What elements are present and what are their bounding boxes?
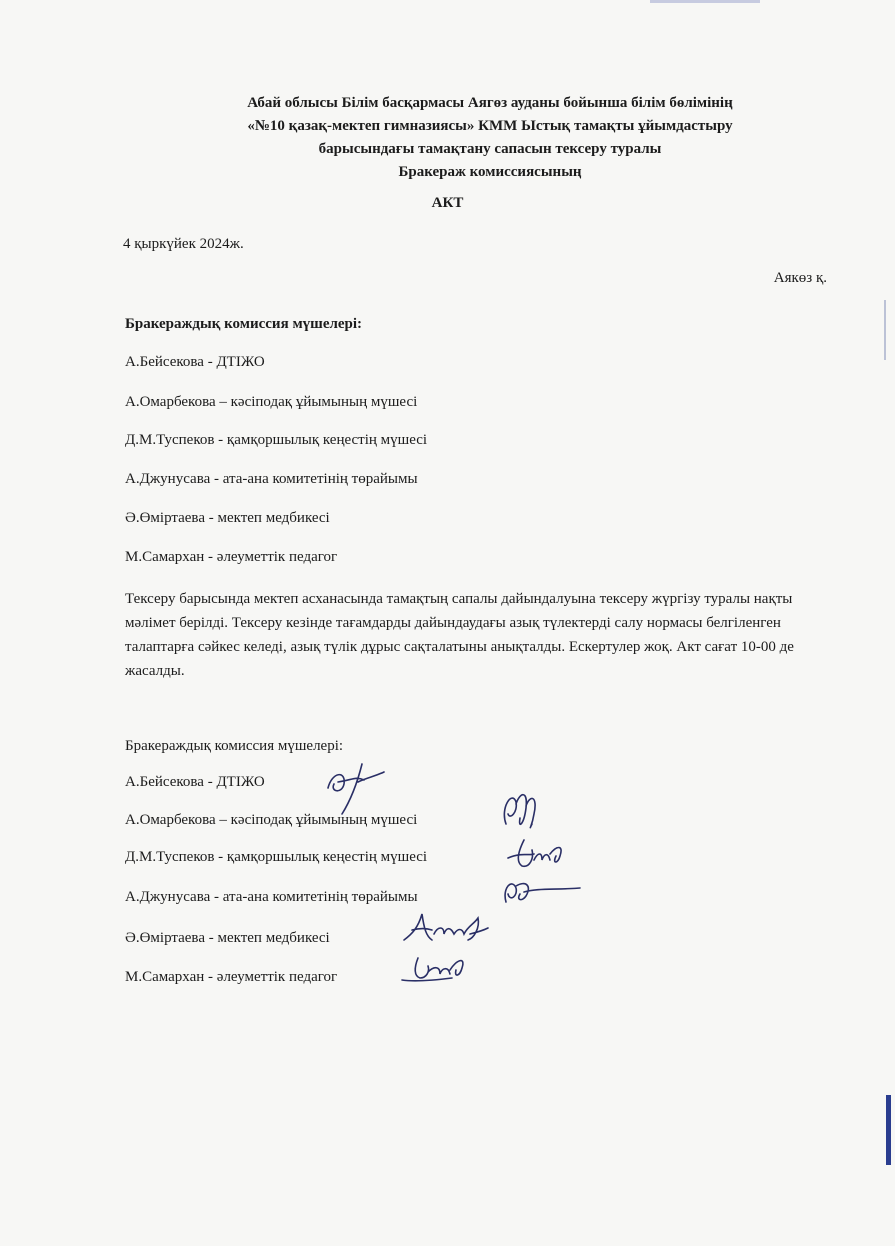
document-header	[150, 92, 830, 184]
signatory-line: Д.М.Туспеков - қамқоршылық кеңестің мүшесі	[125, 849, 428, 865]
signature-samarkhan	[396, 950, 474, 990]
header-line-2: «№10 қазақ-мектеп гимназиясы» КММ Ыстық тамақты ұйымдастыру	[247, 118, 733, 134]
members-heading: Бракераждық комиссия мүшелері:	[125, 316, 363, 332]
signatory-line: А.Омарбекова – кәсіподақ ұйымының мүшесі	[125, 812, 418, 828]
member-line: М.Самархан - әлеуметтік педагог	[125, 549, 338, 565]
member-line: Д.М.Туспеков - қамқоршылық кеңестің мүшесі	[125, 432, 428, 448]
header-line-3: барысындағы тамақтану сапасын тексеру туралы	[318, 141, 662, 157]
scan-edge-mark	[886, 1095, 891, 1165]
signatory-line: Ә.Өміртаева - мектеп медбикесі	[125, 930, 330, 946]
signature-omarbekova	[494, 784, 554, 836]
signature-heading: Бракераждық комиссия мүшелері:	[125, 738, 344, 754]
member-line: А.Омарбекова – кәсіподақ ұйымының мүшесі	[125, 394, 418, 410]
signature-dzhunusava	[498, 872, 584, 912]
document-city: Аякөз қ.	[773, 270, 827, 286]
body-paragraph: Тексеру барысында мектеп асханасында тамақтың сапалы дайындалуына тексеру жүргізу туралы нақты мәлімет берілді. Тексеру кезінде тағамдарды дайындаудағы азық түлектерді салу нормасы белгіленген талаптарға сәйкес келеді, азық түлік дұрыс сақталатыны анықталды. Ескертулер жоқ. Акт сағат 10-00 де жасалды.	[125, 591, 794, 679]
signatory-line: А.Джунусава - ата-ана комитетінің төрайымы	[125, 889, 418, 905]
member-line: А.Джунусава - ата-ана комитетінің төрайымы	[125, 471, 418, 487]
signatory-line: М.Самархан - әлеуметтік педагог	[125, 969, 338, 985]
signatory-line: А.Бейсекова - ДТІЖО	[125, 774, 265, 790]
act-title: АКТ	[431, 195, 464, 211]
signature-beisekova	[322, 758, 392, 818]
signature-omirtaeva	[398, 904, 494, 952]
member-line: А.Бейсекова - ДТІЖО	[125, 354, 265, 370]
header-line-4: Бракераж комиссиясының	[398, 164, 582, 180]
member-line: Ә.Өміртаева - мектеп медбикесі	[125, 510, 330, 526]
document-date: 4 қыркүйек 2024ж.	[123, 236, 244, 252]
scan-edge-mark	[650, 0, 760, 3]
signature-tuspekov	[504, 832, 574, 876]
scan-edge-mark	[884, 300, 886, 360]
header-line-1: Абай облысы Білім басқармасы Аягөз ауданы бойынша білім бөлімінің	[247, 95, 733, 111]
